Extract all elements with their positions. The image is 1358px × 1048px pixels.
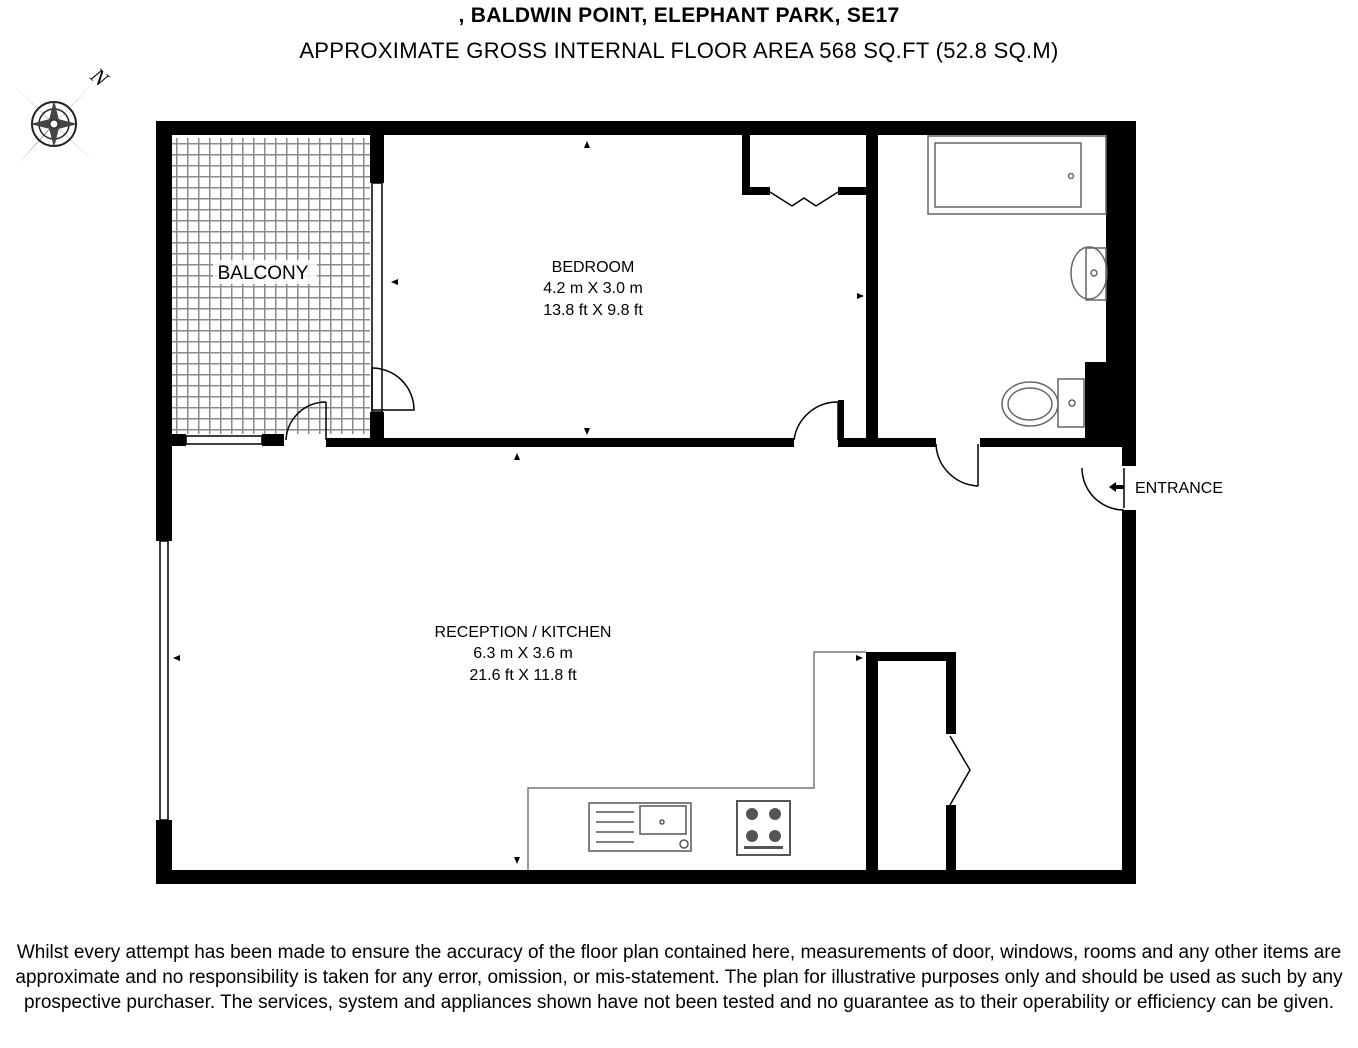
entrance-label: ENTRANCE <box>1135 480 1224 497</box>
disclaimer-text: Whilst every attempt has been made to ensure the accuracy of the floor plan contained here, measurements of door, windows, rooms and any other items are approximate and no responsibility is taken for any error, omission, or mis-statement. The plan for illustrative purposes only and should be used as such by any prospective purchaser. The services, system and appliances shown have not been tested and no guarantee as to their operability or efficiency can be given. <box>15 942 1343 1013</box>
bath-icon <box>928 136 1106 214</box>
reception-imperial: 21.6 ft X 11.8 ft <box>469 667 577 684</box>
kitchen-counter <box>528 652 866 870</box>
basin-icon <box>1071 247 1107 300</box>
bedroom-metric: 4.2 m X 3.0 m <box>543 280 643 297</box>
reception-label: RECEPTION / KITCHEN <box>434 624 612 641</box>
balcony-floor <box>160 138 370 434</box>
north-label: N <box>85 62 114 92</box>
doors <box>286 192 1124 805</box>
hob-icon <box>737 801 790 855</box>
entrance-arrow-icon <box>1109 482 1124 492</box>
floor-area-subtitle: APPROXIMATE GROSS INTERNAL FLOOR AREA 568 SQ.FT (52.8 SQ.M) <box>299 38 1059 63</box>
toilet-icon <box>1002 379 1084 427</box>
reception-metric: 6.3 m X 3.6 m <box>473 645 573 662</box>
bedroom-imperial: 13.8 ft X 9.8 ft <box>543 302 643 319</box>
sink-icon <box>589 803 691 851</box>
balcony-label: BALCONY <box>217 263 309 284</box>
plan-title: , BALDWIN POINT, ELEPHANT PARK, SE17 <box>458 4 900 27</box>
bedroom-label: BEDROOM <box>551 259 635 276</box>
compass-icon <box>14 62 114 164</box>
